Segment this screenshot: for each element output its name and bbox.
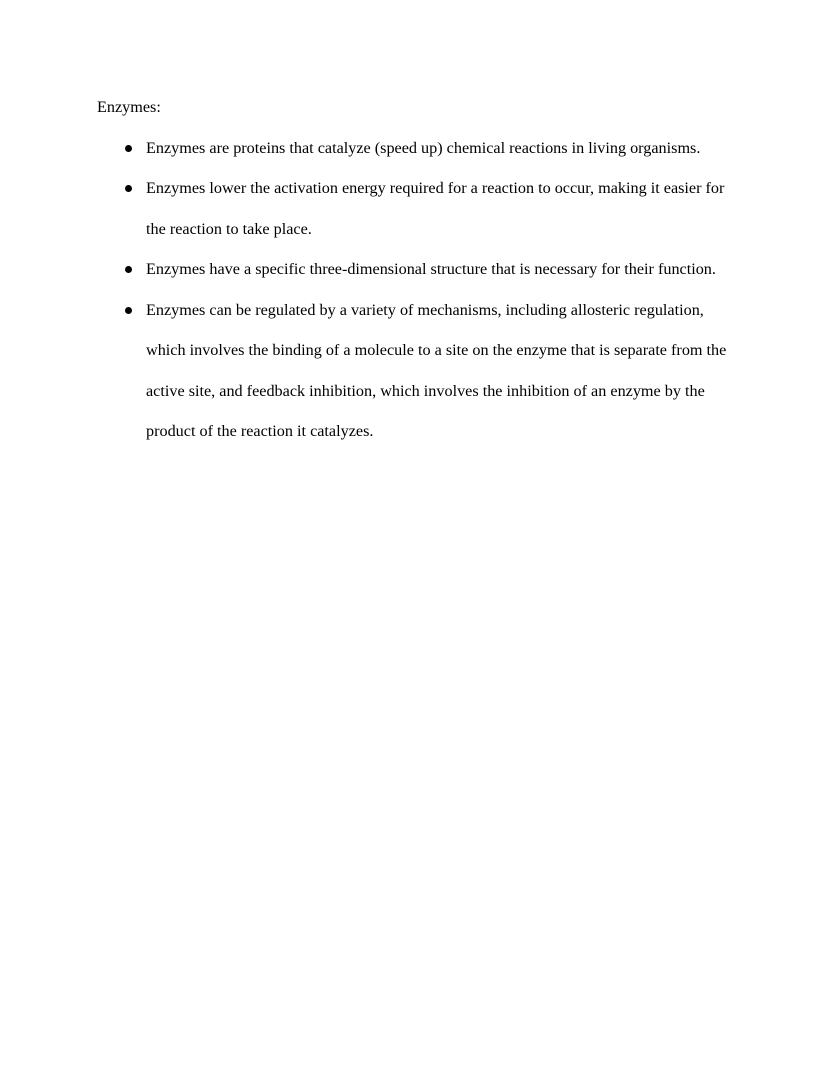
bullet-icon — [125, 266, 132, 273]
bullet-icon — [125, 307, 132, 314]
bullet-text: Enzymes are proteins that catalyze (speed up) chemical reactions in living organisms. — [146, 138, 701, 157]
list-item — [146, 290, 730, 452]
bullet-list — [97, 128, 730, 452]
list-item — [146, 168, 730, 249]
bullet-icon — [125, 145, 132, 152]
document-heading: Enzymes: — [97, 98, 161, 116]
bullet-text: Enzymes have a specific three-dimensional structure that is necessary for their function. — [146, 260, 716, 278]
list-item — [146, 128, 730, 169]
bullet-text: Enzymes lower the activation energy required for a reaction to occur, making it easier for the reaction to take place. — [146, 179, 725, 238]
bullet-icon — [125, 185, 132, 192]
bullet-text: Enzymes can be regulated by a variety of mechanisms, including allosteric regulation, which involves the binding of a molecule to a site on the enzyme that is separate from the active site, and feedback inhibition, which involves the inhibition of an enzyme by the product of the reaction it catalyzes. — [146, 300, 727, 440]
list-item — [146, 249, 730, 290]
